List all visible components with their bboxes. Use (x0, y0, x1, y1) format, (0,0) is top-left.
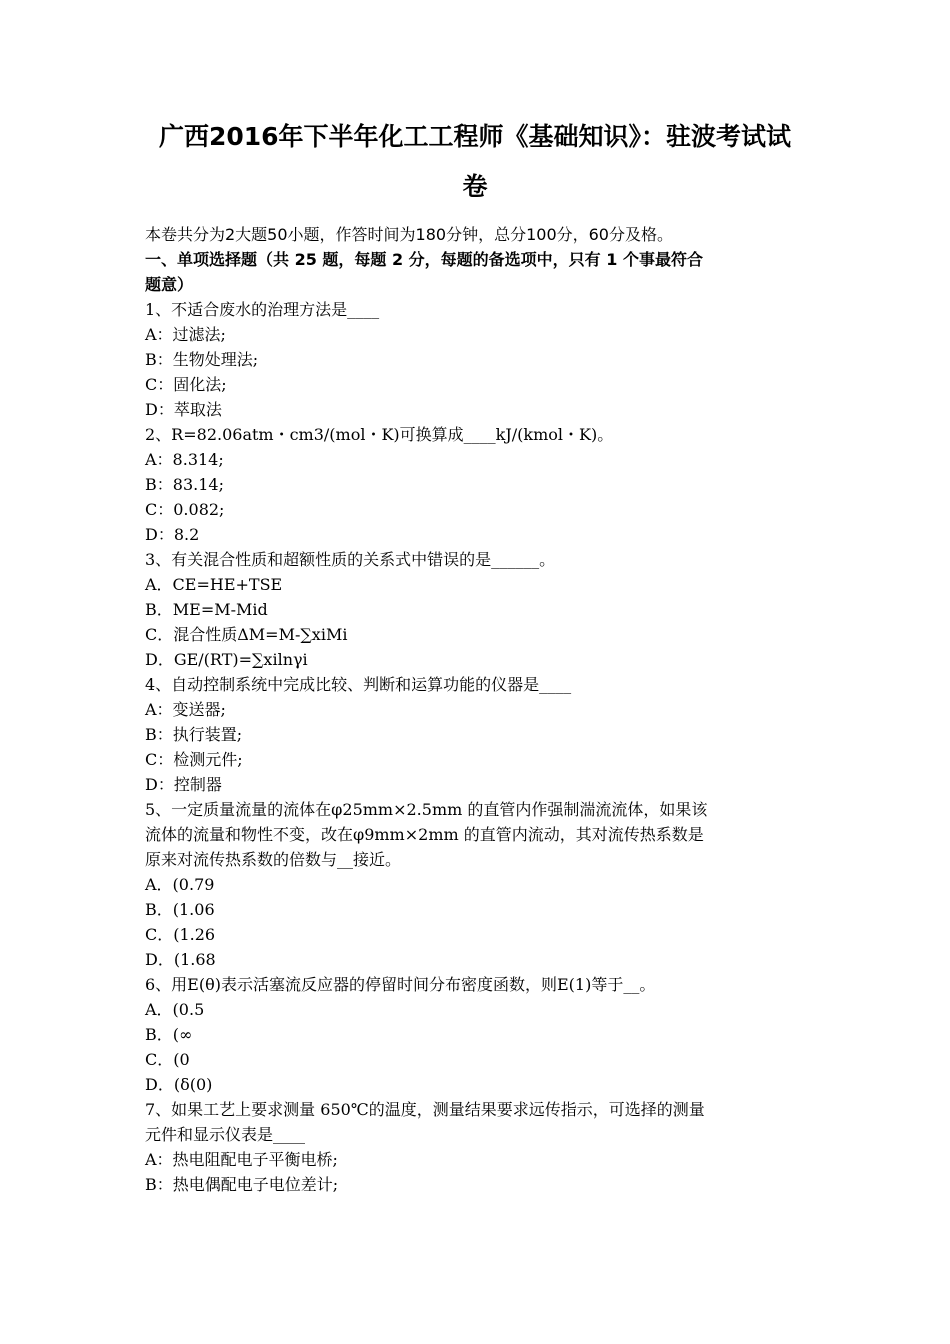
question-stem: 5、一定质量流量的流体在φ25mm×2.5mm 的直管内作强制湍流流体，如果该 (145, 800, 708, 819)
question-block (145, 672, 815, 797)
question-stem: 流体的流量和物性不变，改在φ9mm×2mm 的直管内流动，其对流传热系数是 (145, 825, 704, 844)
answer-option: B：执行装置; (145, 725, 243, 744)
answer-option: D：控制器 (145, 775, 222, 794)
answer-option: B．ME=M-Mid (145, 600, 268, 619)
answer-option: C．混合性质ΔM=M-∑xiMi (145, 625, 348, 644)
document-title (145, 112, 805, 212)
answer-option: A：过滤法; (145, 325, 226, 344)
answer-option: D．GE/(RT)=∑xilnγi (145, 650, 308, 669)
question-block (145, 797, 815, 972)
answer-option: B．(1.06 (145, 900, 215, 919)
answer-option: A：热电阻配电子平衡电桥; (145, 1150, 338, 1169)
answer-option: B：热电偶配电子电位差计; (145, 1175, 339, 1194)
answer-option: C：固化法; (145, 375, 227, 394)
answer-option: A．(0.79 (145, 875, 215, 894)
question-stem: 3、有关混合性质和超额性质的关系式中错误的是______。 (145, 550, 556, 569)
title-line-1: 广西2016年下半年化工工程师《基础知识》：驻波考试试 (158, 122, 792, 151)
answer-option: C：0.082; (145, 500, 225, 519)
question-stem: 4、自动控制系统中完成比较、判断和运算功能的仪器是____ (145, 675, 572, 694)
section-heading-line-1: 一、单项选择题（共 25 题，每题 2 分，每题的备选项中，只有 1 个事最符合 (145, 250, 703, 269)
answer-option: D．(1.68 (145, 950, 216, 969)
question-block (145, 1097, 815, 1197)
answer-option: A．CE=HE+TSE (145, 575, 283, 594)
answer-option: A：变送器; (145, 700, 226, 719)
answer-option: B：生物处理法; (145, 350, 259, 369)
question-stem: 元件和显示仪表是____ (145, 1125, 306, 1144)
answer-option: A：8.314; (145, 450, 224, 469)
question-stem: 原来对流传热系数的倍数与__接近。 (145, 850, 402, 869)
question-block (145, 422, 815, 547)
answer-option: D：8.2 (145, 525, 200, 544)
question-stem: 1、不适合废水的治理方法是____ (145, 300, 380, 319)
question-stem: 6、用E(θ)表示活塞流反应器的停留时间分布密度函数，则E(1)等于__。 (145, 975, 656, 994)
title-line-2: 卷 (462, 172, 488, 201)
answer-option: C．(1.26 (145, 925, 216, 944)
answer-option: A．(0.5 (145, 1000, 205, 1019)
question-stem: 7、如果工艺上要求测量 650℃的温度，测量结果要求远传指示，可选择的测量 (145, 1100, 705, 1119)
answer-option: D：萃取法 (145, 400, 222, 419)
answer-option: D．(δ(0) (145, 1075, 213, 1094)
answer-option: C：检测元件; (145, 750, 243, 769)
question-stem: 2、R=82.06atm・cm3/(mol・K)可换算成____kJ/(kmol・K)。 (145, 425, 614, 444)
answer-option: B．(∞ (145, 1025, 193, 1044)
section-heading-line-2: 题意） (145, 275, 194, 294)
question-block (145, 547, 815, 672)
exam-intro: 本卷共分为2大题50小题，作答时间为180分钟，总分100分，60分及格。 (145, 225, 673, 244)
question-block (145, 297, 815, 422)
answer-option: B：83.14; (145, 475, 224, 494)
answer-option: C．(0 (145, 1050, 190, 1069)
question-list (145, 297, 815, 1197)
question-block (145, 972, 815, 1097)
section-heading (145, 247, 810, 297)
